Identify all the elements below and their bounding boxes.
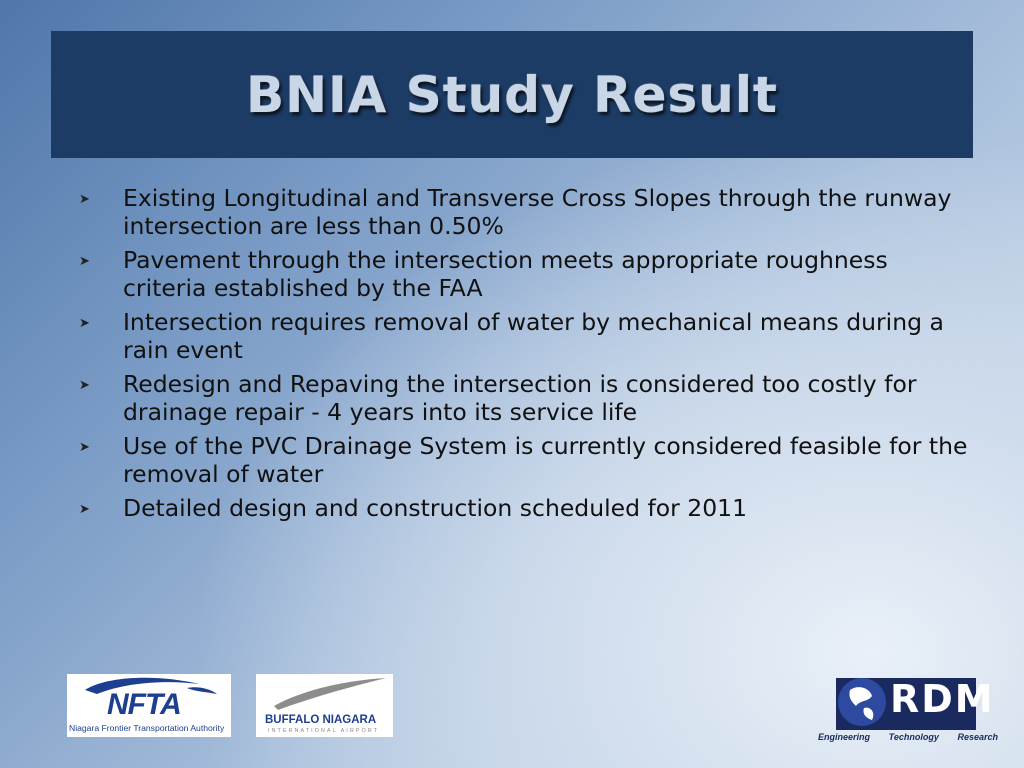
bullet-text: Pavement through the intersection meets appropriate roughness criteria established by the FAA — [123, 246, 888, 302]
arrow-bullet-icon: ➤ — [79, 192, 90, 207]
arrow-bullet-icon: ➤ — [79, 378, 90, 393]
bullet-text: Detailed design and construction scheduled for 2011 — [123, 494, 748, 522]
rdm-tagline-technology: Technology — [888, 732, 939, 742]
bullet-item — [75, 432, 975, 488]
arrow-bullet-icon: ➤ — [79, 254, 90, 269]
rdm-logo — [812, 672, 997, 746]
bullet-item — [75, 494, 975, 522]
bullet-item — [75, 308, 975, 364]
bullet-item — [75, 246, 975, 302]
rdm-tagline-research: Research — [957, 732, 998, 742]
nfta-caption: Niagara Frontier Transportation Authority — [69, 723, 225, 733]
bullet-item — [75, 184, 975, 240]
buffalo-niagara-caption: INTERNATIONAL AIRPORT — [268, 728, 379, 734]
nfta-logo — [67, 674, 231, 737]
nfta-mark: NFTA — [107, 688, 181, 721]
bullet-item — [75, 370, 975, 426]
rdm-tagline-engineering: Engineering — [818, 732, 871, 742]
arrow-bullet-icon: ➤ — [79, 440, 90, 455]
arrow-bullet-icon: ➤ — [79, 502, 90, 517]
bullet-text: Redesign and Repaving the intersection is considered too costly for drainage repair - 4 years into its service life — [123, 370, 917, 426]
bullet-text: Existing Longitudinal and Transverse Cross Slopes through the runway intersection are less than 0.50% — [123, 184, 952, 240]
title-bar — [51, 31, 973, 158]
arrow-bullet-icon: ➤ — [79, 316, 90, 331]
buffalo-niagara-logo — [256, 674, 393, 737]
buffalo-niagara-mark: BUFFALO NIAGARA — [265, 714, 377, 726]
rdm-mark: RDM — [890, 677, 995, 721]
bullet-list — [75, 184, 975, 528]
bullet-text: Intersection requires removal of water by mechanical means during a rain event — [123, 308, 944, 364]
bullet-text: Use of the PVC Drainage System is currently considered feasible for the removal of water — [123, 432, 968, 488]
rdm-tagline — [818, 732, 998, 742]
slide-title: BNIA Study Result — [246, 65, 778, 124]
